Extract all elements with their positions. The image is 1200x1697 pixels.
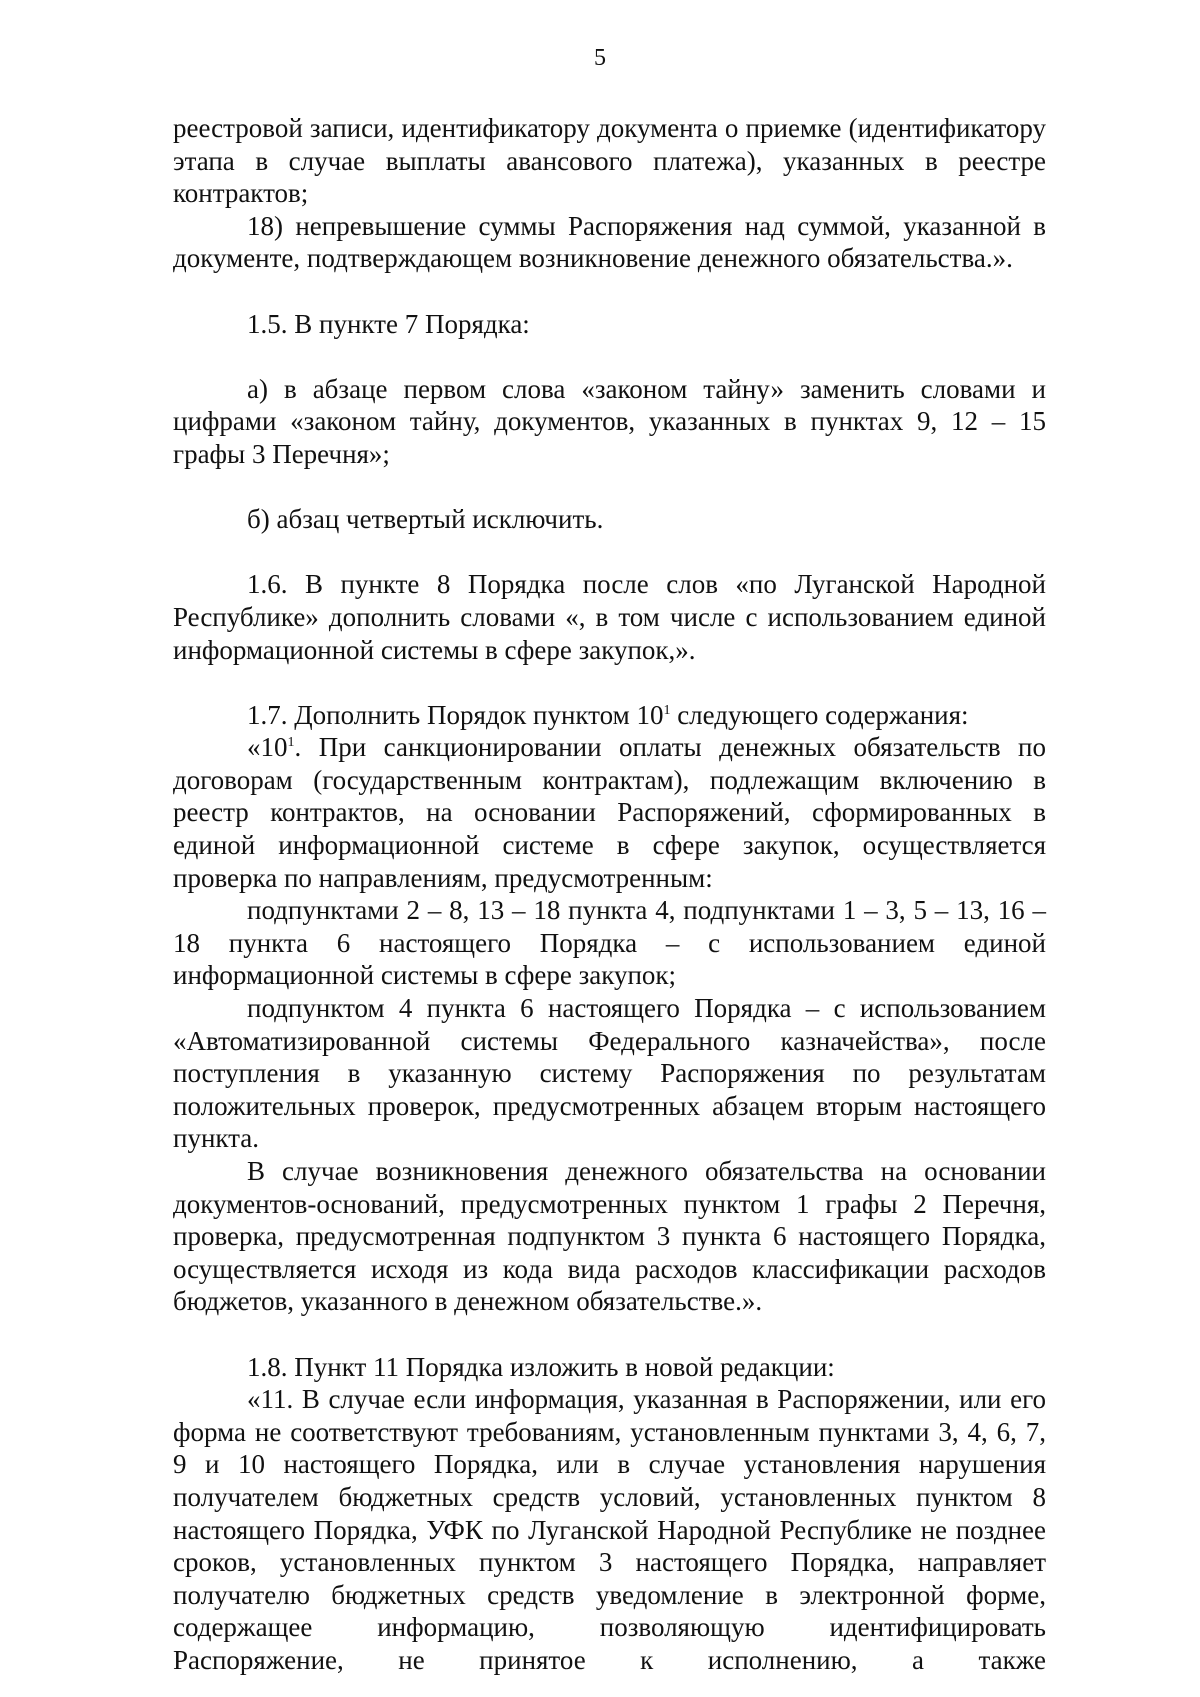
- paragraph-1-5-a: а) в абзаце первом слова «законом тайну» заменить словами и цифрами «законом тайну, документов, указанных в пунктах 9, 12 – 15 графы 3 Перечня»;: [173, 373, 1046, 469]
- paragraph-1-5-b: б) абзац четвертый исключить.: [247, 504, 604, 535]
- section-1-7-text-b: следующего содержания:: [670, 699, 969, 730]
- document-body: [173, 112, 1046, 1677]
- page-number: 5: [594, 45, 606, 71]
- paragraph-section-1-5: 1.5. В пункте 7 Порядка:: [247, 308, 530, 339]
- paragraph-subitem-asfk: подпунктом 4 пункта 6 настоящего Порядка – с использованием «Автоматизированной системы Федерального казначейства», после поступления в указанную систему Распоряжения по результатам положительных проверок, предусмотренных абзацем вторым настоящего пункта.: [173, 993, 1046, 1154]
- paragraph-item-11: «11. В случае если информация, указанная в Распоряжении, или его форма не соответствуют требованиям, установленным пунктами 3, 4, 6, 7, 9 и 10 настоящего Порядка, или в случае установления нарушения получателем бюджетных средств условий, установленных пунктом 8 настоящего Порядка, УФК по Луганской Народной Республике не позднее сроков, установленных пунктом 3 настоящего Порядка, направляет получателю бюджетных средств уведомление в электронной форме, содержащее информацию, позволяющую идентифицировать Распоряжение, не принятое к исполнению, а также: [173, 1384, 1046, 1675]
- paragraph-section-1-7: [173, 699, 1046, 732]
- paragraph-item-18: 18) непревышение суммы Распоряжения над суммой, указанной в документе, подтверждающем возникновение денежного обязательства.».: [173, 210, 1046, 274]
- item-10-1-text-a: «10: [247, 732, 288, 763]
- paragraph-monetary-obligation: В случае возникновения денежного обязательства на основании документов-оснований, предусмотренных пунктом 1 графы 2 Перечня, проверка, предусмотренная подпунктом 3 пункта 6 настоящего Порядка, осуществляется исходя из кода вида расходов классификации расходов бюджетов, указанного в денежном обязательстве.».: [173, 1156, 1046, 1317]
- paragraph-subitems-eis: подпунктами 2 – 8, 13 – 18 пункта 4, подпунктами 1 – 3, 5 – 13, 16 – 18 пункта 6 настоящего Порядка – с использованием единой информационной системы в сфере закупок;: [173, 895, 1046, 991]
- paragraph-registry-continuation: реестровой записи, идентификатору документа о приемке (идентификатору этапа в случае выплаты авансового платежа), указанных в реестре контрактов;: [173, 113, 1046, 209]
- item-10-1-superscript: 1: [287, 735, 295, 751]
- paragraph-item-10-1: [173, 731, 1046, 894]
- paragraph-section-1-6: 1.6. В пункте 8 Порядка после слов «по Луганской Народной Республике» дополнить словами «, в том числе с использованием единой информационной системы в сфере закупок,».: [173, 569, 1046, 665]
- section-1-7-text-a: 1.7. Дополнить Порядок пунктом 10: [247, 699, 664, 730]
- section-1-7-superscript: 1: [663, 702, 671, 718]
- item-10-1-text-b: . При санкционировании оплаты денежных обязательств по договорам (государственным контрактам), подлежащим включению в реестр контрактов, на основании Распоряжений, сформированных в единой информационной системе в сфере закупок, осуществляется проверка по направлениям, предусмотренным:: [173, 732, 1046, 893]
- paragraph-section-1-8: 1.8. Пункт 11 Порядка изложить в новой редакции:: [247, 1351, 835, 1382]
